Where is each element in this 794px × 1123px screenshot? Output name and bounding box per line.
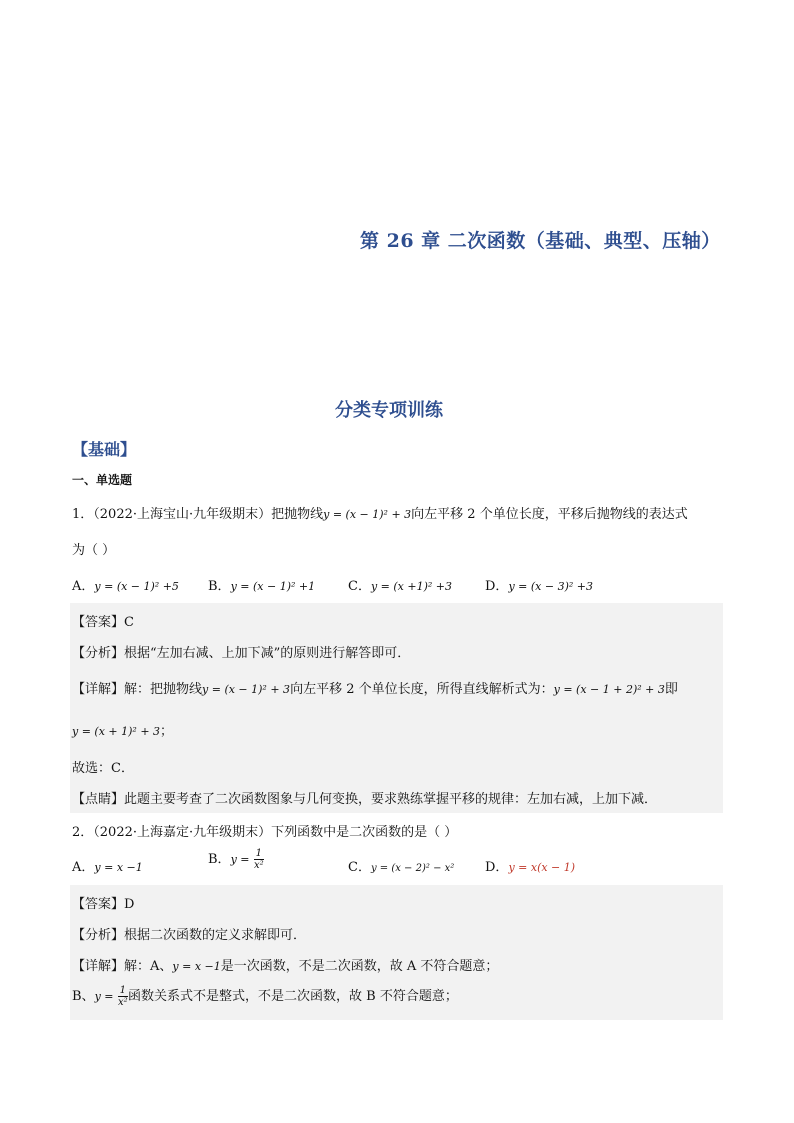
question-category: 一、单选题 bbox=[72, 473, 133, 487]
q1-detail-a: 【详解】解：把抛物线 bbox=[72, 682, 203, 697]
q2-option-b-lhs: y = bbox=[230, 853, 250, 866]
q2-stem: 2．（2022·上海嘉定·九年级期末）下列函数中是二次函数的是（ ） bbox=[72, 825, 458, 840]
q2-detail-line1 bbox=[72, 955, 498, 974]
q1-option-c-label: C． bbox=[348, 579, 371, 594]
q1-stem-line2: 为（ ） bbox=[72, 543, 116, 558]
q2-option-c-label: C． bbox=[348, 860, 371, 875]
q2-option-b-num: 1 bbox=[255, 848, 263, 859]
q1-detail-line1 bbox=[72, 678, 678, 697]
q1-detail-math2: y = (x − 1 + 2)² + 3 bbox=[553, 683, 665, 696]
page-subtitle: 分类专项训练 bbox=[335, 400, 443, 421]
chapter-title: 第 26 章 二次函数（基础、典型、压轴） bbox=[360, 230, 721, 252]
q2-b-num: 1 bbox=[119, 985, 127, 996]
q1-solution-block bbox=[70, 603, 723, 813]
q1-option-a-math: y = (x − 1)² +5 bbox=[94, 580, 179, 593]
q1-analysis: 【分析】根据“左加右减、上加下减”的原则进行解答即可． bbox=[72, 646, 411, 661]
q1-option-d-math: y = (x − 3)² +3 bbox=[508, 580, 593, 593]
q2-detail-math: y = x −1 bbox=[172, 960, 221, 973]
q2-option-a-math: y = x −1 bbox=[94, 861, 143, 874]
q2-option-b-den: x² bbox=[254, 860, 264, 871]
q1-detail-b: 向左平移 2 个单位长度，所得直线解析式为： bbox=[290, 682, 554, 697]
q1-detail-d: ； bbox=[160, 724, 174, 739]
q1-stem-b: 向左平移 2 个单位长度，平移后抛物线的表达式 bbox=[411, 507, 688, 522]
q1-detail-math3: y = (x + 1)² + 3 bbox=[72, 725, 161, 738]
q2-detail-line2 bbox=[72, 985, 458, 1008]
section-label: 【基础】 bbox=[72, 440, 137, 459]
q1-stem-a: 1．（2022·上海宝山·九年级期末）把抛物线 bbox=[72, 507, 324, 522]
q1-option-b[interactable] bbox=[208, 575, 315, 594]
q2-answer: 【答案】D bbox=[72, 897, 135, 912]
q1-stem-line1 bbox=[72, 503, 688, 522]
q1-option-a-label: A． bbox=[72, 579, 95, 594]
q1-option-c-math: y = (x +1)² +3 bbox=[370, 580, 452, 593]
q2-option-c-math: y = (x − 2)² − x² bbox=[370, 863, 455, 874]
q1-detail-math1: y = (x − 1)² + 3 bbox=[202, 683, 291, 696]
q1-choice: 故选：C． bbox=[72, 761, 134, 776]
q2-b-den: x² bbox=[118, 997, 128, 1008]
q1-option-a[interactable] bbox=[72, 575, 179, 594]
q1-detail-c: 即 bbox=[664, 682, 678, 697]
q2-b-lhs: y = bbox=[94, 990, 114, 1003]
q2-option-d-math: y = x(x − 1) bbox=[508, 861, 576, 874]
q2-option-d[interactable] bbox=[485, 856, 575, 875]
q2-b-text: 函数关系式不是整式，不是二次函数，故 B 不符合题意； bbox=[128, 989, 458, 1004]
q1-detail-line2 bbox=[72, 720, 173, 739]
q2-option-c[interactable] bbox=[348, 856, 454, 875]
q1-stem-math: y = (x − 1)² + 3 bbox=[323, 508, 412, 521]
q1-option-d[interactable] bbox=[485, 575, 593, 594]
q2-analysis: 【分析】根据二次函数的定义求解即可． bbox=[72, 928, 307, 943]
q2-option-b-fraction bbox=[254, 848, 264, 871]
q1-option-c[interactable] bbox=[348, 575, 452, 594]
q2-option-a[interactable] bbox=[72, 856, 143, 875]
q2-detail-b: 是一次函数，不是二次函数，故 A 不符合题意； bbox=[220, 959, 499, 974]
q2-b-prefix: B、 bbox=[72, 989, 95, 1004]
q2-b-fraction bbox=[118, 985, 128, 1008]
q1-option-b-label: B． bbox=[208, 579, 231, 594]
q2-option-d-label: D． bbox=[485, 860, 509, 875]
q1-option-d-label: D． bbox=[485, 579, 509, 594]
q1-answer: 【答案】C bbox=[72, 615, 134, 630]
q1-comment: 【点睛】此题主要考查了二次函数图象与几何变换，要求熟练掌握平移的规律：左加右减，上加下减． bbox=[72, 792, 658, 807]
q2-option-b-label: B． bbox=[208, 852, 231, 867]
q2-option-b[interactable] bbox=[208, 848, 264, 871]
q1-option-b-math: y = (x − 1)² +1 bbox=[230, 580, 316, 593]
q2-option-a-label: A． bbox=[72, 860, 95, 875]
q2-detail-a: 【详解】解：A、 bbox=[72, 959, 173, 974]
